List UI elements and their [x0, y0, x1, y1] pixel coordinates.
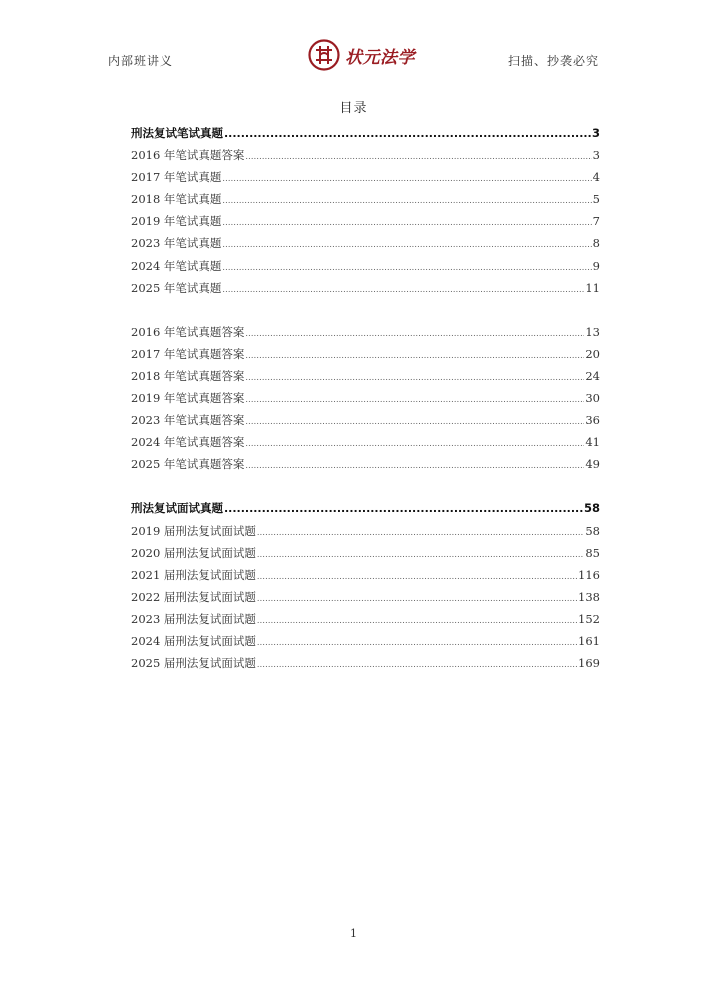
toc-entry-page: 4: [592, 170, 600, 185]
toc-entry-label: 2024 年笔试真题: [131, 258, 222, 273]
toc-entry[interactable]: [131, 232, 600, 254]
toc-entry[interactable]: [131, 188, 600, 210]
toc-entry[interactable]: [131, 365, 600, 387]
toc-entry-label: 2023 年笔试真题答案: [131, 413, 245, 428]
toc-dot-leader: [257, 610, 577, 632]
toc-entry[interactable]: [131, 520, 600, 542]
page-header: [0, 38, 707, 78]
toc-entry-label: 2023 年笔试真题: [131, 236, 222, 251]
toc-entry-label: 2024 届刑法复试面试题: [131, 633, 256, 648]
toc-entry-label: 2022 届刑法复试面试题: [131, 589, 256, 604]
toc-entry[interactable]: [131, 210, 600, 232]
toc-group-spacer: [131, 299, 600, 321]
toc-entry-page: 13: [585, 324, 600, 339]
toc-entry[interactable]: [131, 608, 600, 630]
toc-title: 目录: [339, 101, 368, 116]
toc-dot-leader: [257, 544, 584, 566]
toc-dot-leader: [245, 345, 584, 367]
toc-entry-label: 2019 届刑法复试面试题: [131, 523, 256, 538]
toc-entry-page: 20: [585, 346, 600, 361]
toc-entry[interactable]: [131, 564, 600, 586]
toc-dot-leader: [245, 323, 584, 345]
toc-entry[interactable]: [131, 277, 600, 299]
toc-entry[interactable]: [131, 586, 600, 608]
toc-entry-page: 36: [585, 413, 600, 428]
logo-seal-icon: [308, 39, 340, 71]
toc-dot-leader: [257, 588, 577, 610]
toc-entry[interactable]: [131, 409, 600, 431]
toc-entry-page: 58: [585, 523, 600, 538]
toc-entry[interactable]: [131, 431, 600, 453]
toc-entry-label: 2018 年笔试真题答案: [131, 368, 245, 383]
toc-entry-page: 30: [585, 391, 600, 406]
brand-logo: [308, 38, 415, 72]
header-right-text: 扫描、抄袭必究: [508, 54, 600, 68]
table-of-contents: [131, 122, 600, 674]
toc-entry-page: 169: [578, 656, 600, 671]
header-left-text: 内部班讲义: [108, 54, 174, 68]
toc-entry-label: 2018 年笔试真题: [131, 192, 222, 207]
toc-dot-leader: [245, 389, 584, 411]
toc-dot-leader: [245, 433, 584, 455]
toc-dot-leader: [245, 455, 584, 477]
toc-entry-page: 3: [592, 148, 600, 163]
toc-entry-page: 41: [585, 435, 600, 450]
toc-entry-page: 138: [578, 589, 600, 604]
toc-entry-label: 2017 年笔试真题答案: [131, 346, 245, 361]
toc-dot-leader: [257, 566, 577, 588]
toc-entry-label: 2025 年笔试真题: [131, 280, 222, 295]
toc-entry[interactable]: [131, 144, 600, 166]
toc-dot-leader: [245, 367, 584, 389]
toc-entry[interactable]: [131, 255, 600, 277]
toc-group-spacer: [131, 475, 600, 497]
toc-entry[interactable]: [131, 387, 600, 409]
toc-entry-page: 11: [585, 280, 600, 295]
toc-entry-page: 161: [578, 633, 600, 648]
toc-entry-label: 2020 届刑法复试面试题: [131, 545, 256, 560]
toc-entry-label: 2024 年笔试真题答案: [131, 435, 245, 450]
toc-entry-page: 49: [585, 457, 600, 472]
toc-dot-leader: [222, 212, 591, 234]
toc-entry[interactable]: [131, 630, 600, 652]
toc-entry[interactable]: [131, 542, 600, 564]
toc-entry-page: 8: [592, 236, 600, 251]
toc-entry-label: 2025 届刑法复试面试题: [131, 656, 256, 671]
toc-entry[interactable]: [131, 453, 600, 475]
toc-entry-page: 7: [592, 214, 600, 229]
toc-dot-leader: [257, 632, 577, 654]
toc-entry-page: 116: [578, 567, 600, 582]
toc-section-heading[interactable]: [131, 497, 600, 519]
toc-entry-label: 2025 年笔试真题答案: [131, 457, 245, 472]
toc-entry-label: 刑法复试面试真题: [131, 501, 223, 516]
logo-text: 状元法学: [345, 47, 415, 68]
toc-dot-leader: [222, 168, 591, 190]
toc-entry-label: 2019 年笔试真题: [131, 214, 222, 229]
toc-section-heading[interactable]: [131, 122, 600, 144]
toc-entry[interactable]: [131, 321, 600, 343]
toc-dot-leader: [224, 123, 591, 145]
toc-dot-leader: [222, 190, 591, 212]
toc-dot-leader: [222, 234, 591, 256]
toc-dot-leader: [257, 654, 577, 676]
toc-dot-leader: [257, 522, 584, 544]
toc-entry-page: 5: [592, 192, 600, 207]
page-number: 1: [350, 927, 357, 940]
toc-entry[interactable]: [131, 652, 600, 674]
toc-dot-leader: [224, 498, 583, 520]
toc-entry-page: 9: [592, 258, 600, 273]
toc-entry[interactable]: [131, 343, 600, 365]
toc-entry[interactable]: [131, 166, 600, 188]
toc-entry-label: 2016 年笔试真题答案: [131, 324, 245, 339]
toc-entry-page: 85: [585, 545, 600, 560]
toc-entry-page: 24: [585, 368, 600, 383]
toc-entry-label: 2023 届刑法复试面试题: [131, 611, 256, 626]
toc-entry-label: 2017 年笔试真题: [131, 170, 222, 185]
toc-dot-leader: [245, 146, 591, 168]
toc-entry-page: 3: [591, 126, 600, 140]
toc-entry-label: 2016 年笔试真题答案: [131, 148, 245, 163]
toc-entry-page: 152: [578, 611, 600, 626]
toc-entry-label: 2019 年笔试真题答案: [131, 391, 245, 406]
toc-entry-label: 2021 届刑法复试面试题: [131, 567, 256, 582]
toc-dot-leader: [222, 279, 584, 301]
toc-entry-page: 58: [583, 501, 600, 516]
toc-dot-leader: [245, 411, 584, 433]
toc-dot-leader: [222, 257, 591, 279]
toc-entry-label: 刑法复试笔试真题: [131, 126, 223, 140]
